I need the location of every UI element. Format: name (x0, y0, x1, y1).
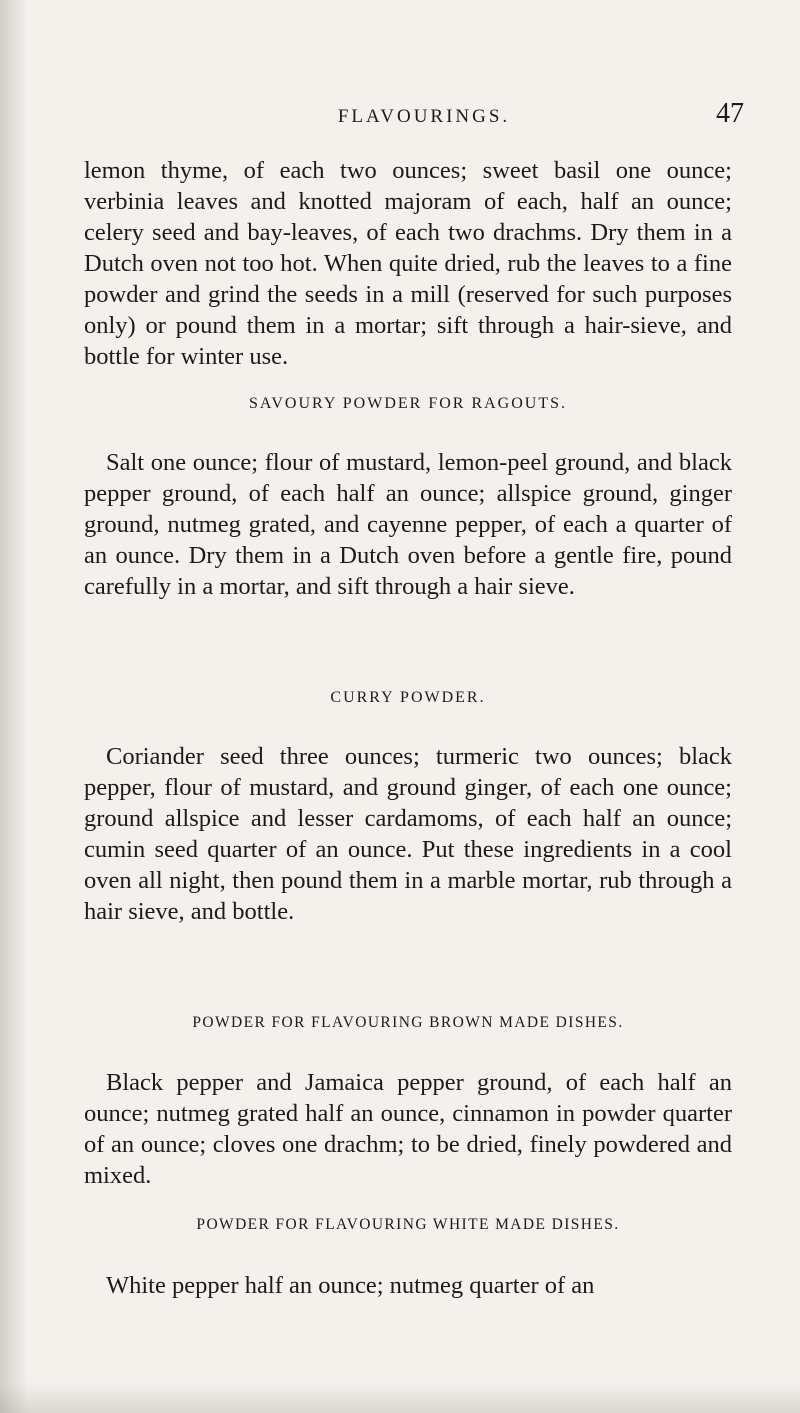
paragraph-white-dishes-powder: White pepper half an ounce; nutmeg quarter of an (106, 1272, 595, 1299)
heading-savoury-powder: SAVOURY POWDER FOR RAGOUTS. (248, 395, 568, 412)
running-head: FLAVOURINGS. (337, 106, 511, 127)
page-bottom-shadow (0, 1383, 800, 1413)
page-gutter-shadow (0, 0, 28, 1413)
page-header (64, 98, 754, 138)
paragraph-curry-powder: Coriander seed three ounces; turmeric two ounces; black pepper, flour of mustard, and ground ginger, of each one ounce; ground allspice and lesser cardamoms, of each half an ounce; cumin seed quarter of an ounce. Put these ingredients in a cool oven all night, then pound them in a marble mortar, rub through a hair sieve, and bottle. (84, 743, 732, 925)
paragraph-savoury-powder: Salt one ounce; flour of mustard, lemon-peel ground, and black pepper ground, of each half an ounce; allspice ground, ginger ground, nutmeg grated, and cayenne pepper, of each a quarter of an ounce. Dry them in a Dutch oven before a gentle fire, pound carefully in a mortar, and sift through a hair sieve. (84, 449, 732, 600)
paragraph-brown-dishes-powder: Black pepper and Jamaica pepper ground, of each half an ounce; nutmeg grated half an ounce, cinnamon in powder quarter of an ounce; cloves one drachm; to be dried, finely powdered and mixed. (84, 1069, 732, 1189)
paragraph-continued: lemon thyme, of each two ounces; sweet basil one ounce; verbinia leaves and knotted majoram of each, half an ounce; celery seed and bay-leaves, of each two drachms. Dry them in a Dutch oven not too hot. When quite dried, rub the leaves to a fine powder and grind the seeds in a mill (reserved for such purposes only) or pound them in a mortar; sift through a hair-sieve, and bottle for winter use. (84, 157, 732, 370)
page-number: 47 (716, 98, 744, 129)
heading-curry-powder: CURRY POWDER. (330, 689, 486, 706)
heading-white-dishes-powder: POWDER FOR FLAVOURING WHITE MADE DISHES. (196, 1216, 620, 1233)
heading-brown-dishes-powder: POWDER FOR FLAVOURING BROWN MADE DISHES. (192, 1014, 624, 1031)
